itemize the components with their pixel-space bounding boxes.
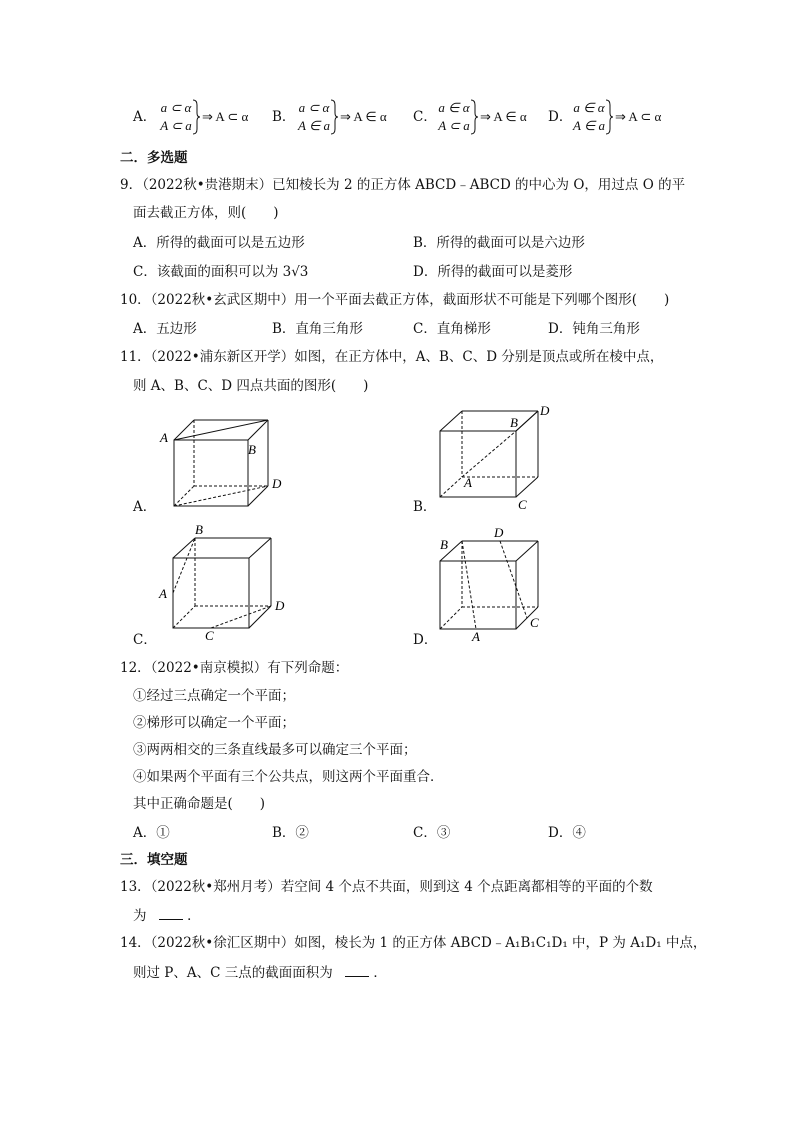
- q14-stem-line2: [133, 962, 387, 983]
- q8-option-c-label: C．: [413, 109, 437, 125]
- brace-icon: [330, 99, 338, 135]
- fig-a-point-b: B: [248, 442, 256, 457]
- q11-figure-a-cube: [150, 412, 290, 512]
- q13-answer-blank[interactable]: [159, 905, 183, 920]
- q14-answer-blank[interactable]: [345, 962, 369, 977]
- q8-option-a-system: [156, 99, 196, 135]
- q13-stem-line2: [133, 905, 201, 926]
- q10-option-d: D．钝角三角形: [548, 321, 640, 337]
- fig-a-point-a: A: [160, 430, 168, 445]
- q8-d-row2: A ∈ a: [572, 118, 606, 133]
- q13-prefix: 为: [133, 908, 147, 924]
- q12-stem: 12．（2022•南京模拟）有下列命题：: [120, 660, 349, 676]
- q11-stem-line2: 则 A、B、C、D 四点共面的图形( ): [133, 378, 369, 394]
- q12-option-c: C．③: [413, 825, 451, 841]
- q10-stem: 10．（2022秋•玄武区期中）用一个平面去截正方体，截面形状不可能是下列哪个图形( ): [120, 292, 670, 308]
- fig-c-point-c: C: [205, 628, 214, 643]
- q8-c-row2: A ⊂ a: [438, 118, 470, 133]
- q11-stem-line1: 11．（2022•浦东新区开学）如图，在正方体中，A、B、C、D 分别是顶点或所在棱中点，: [120, 349, 664, 365]
- q9-option-d: D．所得的截面可以是菱形: [413, 264, 573, 280]
- q8-option-a-label: A．: [133, 109, 157, 125]
- q11-figure-d-label: D．: [413, 632, 438, 648]
- fig-c-point-a: A: [159, 586, 167, 601]
- q14-stem-line1: 14．（2022秋•徐汇区期中）如图，棱长为 1 的正方体 ABCD﹣A₁B₁C₁D₁ 中，P 为 A₁D₁ 中点，: [120, 935, 707, 951]
- q10-option-b: B．直角三角形: [272, 321, 363, 337]
- q12-option-b: B．②: [272, 825, 309, 841]
- section-heading-multiple-choice: 二．多选题: [120, 150, 188, 166]
- q12-question: 其中正确命题是( ): [133, 796, 266, 812]
- q14-prefix: 则过 P、A、C 三点的截面面积为: [133, 965, 333, 981]
- q10-option-a: A．五边形: [133, 321, 197, 337]
- q9-option-a: A．所得的截面可以是五边形: [133, 235, 305, 251]
- q8-option-d-result: ⇒ A ⊂ α: [615, 109, 662, 124]
- q8-option-b-system: [294, 99, 334, 135]
- q11-figure-c-cube: [155, 520, 295, 643]
- q14-suffix: ．: [373, 965, 387, 981]
- fig-d-point-c: C: [530, 615, 539, 630]
- q8-a-row1: a ⊂ α: [160, 100, 192, 115]
- q8-option-b-label: B．: [272, 109, 296, 125]
- q10-option-c: C．直角梯形: [413, 321, 491, 337]
- q8-option-a-result: ⇒ A ⊂ α: [202, 109, 249, 124]
- brace-icon: [605, 99, 613, 135]
- fig-d-point-a: A: [472, 629, 480, 644]
- fig-b-point-b: B: [510, 415, 518, 430]
- section-heading-fill-in: 三．填空题: [120, 852, 188, 868]
- q12-option-d: D．④: [548, 825, 586, 841]
- fig-a-point-d: D: [272, 476, 282, 491]
- q12-proposition-3: ③两两相交的三条直线最多可以确定三个平面；: [133, 742, 417, 758]
- brace-icon: [470, 99, 478, 135]
- fig-d-point-b: B: [440, 537, 448, 552]
- q11-figure-c-label: C．: [133, 632, 157, 648]
- q11-figure-a-label: A．: [133, 499, 157, 515]
- q8-b-row1: a ⊂ α: [298, 100, 330, 115]
- fig-b-point-d: D: [540, 403, 550, 418]
- q8-c-row1: a ∈ α: [438, 100, 470, 115]
- fig-c-point-b: B: [195, 522, 203, 537]
- fig-d-point-d: D: [494, 525, 504, 540]
- q8-option-d-label: D．: [548, 109, 573, 125]
- q8-option-c-result: ⇒ A ∈ α: [480, 109, 527, 124]
- fig-b-point-a: A: [464, 475, 472, 490]
- q9-stem-line2: 面去截正方体，则( ): [133, 205, 279, 221]
- q8-option-d-system: [569, 99, 609, 135]
- q11-figure-b-label: B．: [413, 499, 437, 515]
- fig-b-point-c: C: [518, 497, 527, 512]
- fig-c-point-d: D: [275, 598, 285, 613]
- q11-figure-d-cube: [432, 523, 572, 643]
- q12-option-a: A．①: [133, 825, 170, 841]
- q12-proposition-4: ④如果两个平面有三个公共点，则这两个平面重合．: [133, 769, 444, 785]
- q13-stem-line1: 13．（2022秋•郑州月考）若空间 4 个点不共面，则到这 4 个点距离都相等的平面的个数: [120, 879, 653, 895]
- brace-icon: [192, 99, 200, 135]
- q8-option-c-system: [434, 99, 474, 135]
- q8-d-row1: a ∈ α: [573, 100, 605, 115]
- q12-proposition-2: ②梯形可以确定一个平面；: [133, 715, 295, 731]
- q8-a-row2: A ⊂ a: [160, 118, 192, 133]
- q12-proposition-1: ①经过三点确定一个平面；: [133, 688, 295, 704]
- q13-suffix: ．: [187, 908, 201, 924]
- q8-option-b-result: ⇒ A ∈ α: [340, 109, 387, 124]
- q9-option-c: C．该截面的面积可以为 3√3: [133, 264, 309, 280]
- q9-stem-line1: 9．（2022秋•贵港期末）已知棱长为 2 的正方体 ABCD﹣ABCD 的中心为 O，用过点 O 的平: [120, 177, 686, 193]
- q8-b-row2: A ∈ a: [297, 118, 331, 133]
- q11-figure-b-cube: [432, 403, 572, 513]
- q9-option-b: B．所得的截面可以是六边形: [413, 235, 585, 251]
